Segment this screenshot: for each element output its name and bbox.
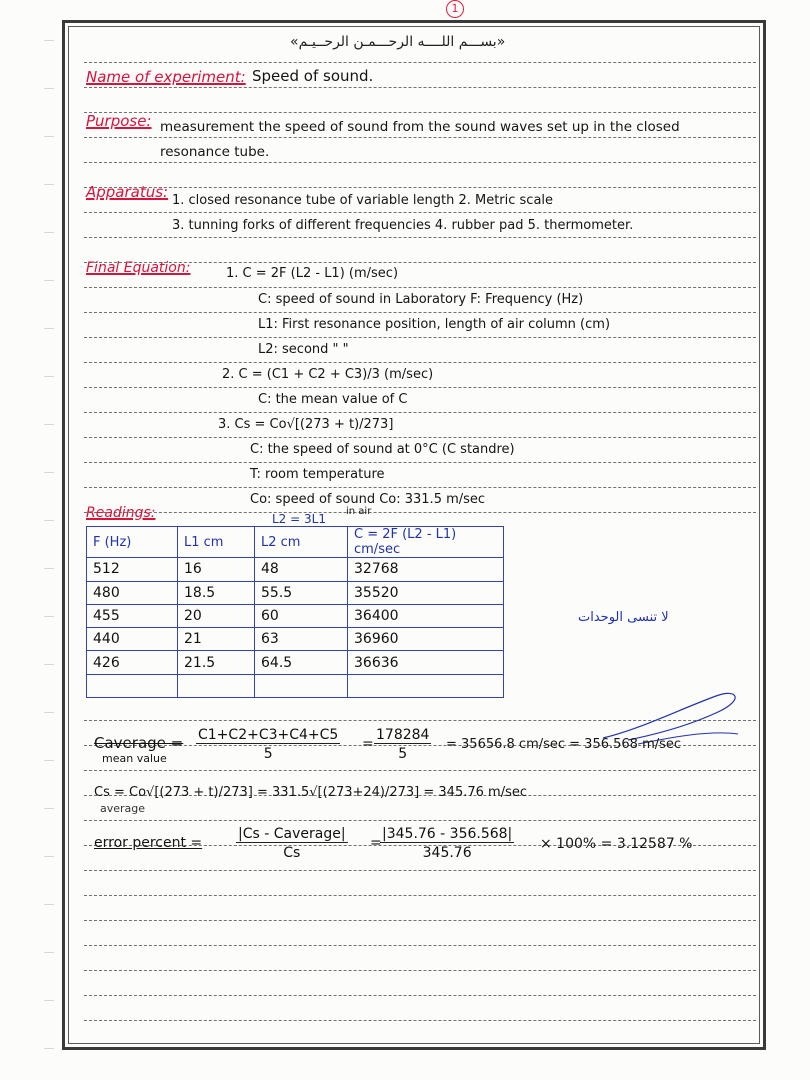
cell-frequency: 426 <box>87 651 178 674</box>
table-row <box>87 628 504 651</box>
cell-speed: 32768 <box>348 558 504 581</box>
equation-3-t-def: T: room temperature <box>250 467 385 482</box>
cell-speed: 36636 <box>348 651 504 674</box>
cell-l1: 16 <box>178 558 255 581</box>
cs-formula-line: Cs = Co√[(273 + t)/273] = 331.5√[(273+24)/273] = 345.76 m/sec <box>94 785 527 800</box>
equation-1-l1-def: L1: First resonance position, length of air column (cm) <box>258 317 611 332</box>
table-row <box>87 651 504 674</box>
error-result: × 100% = 3.12587 % <box>540 836 693 852</box>
experiment-label: Name of experiment: <box>86 68 246 86</box>
experiment-value: Speed of sound. <box>252 67 374 85</box>
c-average-fraction <box>196 727 340 762</box>
cell-l1 <box>178 674 255 697</box>
header-l2: L2 cm <box>255 527 348 558</box>
table-row <box>87 604 504 627</box>
header-frequency: F (Hz) <box>87 527 178 558</box>
equation-3-c-def: C: the speed of sound at 0°C (C standre) <box>250 442 515 457</box>
cell-l1: 20 <box>178 604 255 627</box>
equals-sign: = <box>362 736 374 752</box>
error-numeric-denominator: 345.76 <box>422 845 472 861</box>
cell-l2: 63 <box>255 628 348 651</box>
table-row <box>87 581 504 604</box>
error-numeric-numerator: |345.76 - 356.568| <box>382 826 513 842</box>
error-numerator: |Cs - Caverage| <box>238 826 346 842</box>
c-average-label: Caverage = <box>94 734 184 752</box>
cell-l2: 48 <box>255 558 348 581</box>
purpose-line-1: measurement the speed of sound from the sound waves set up in the closed <box>160 119 680 135</box>
equation-2-def: C: the mean value of C <box>258 392 408 407</box>
equation-3: 3. Cs = Co√[(273 + t)/273] <box>218 417 394 432</box>
cell-frequency: 440 <box>87 628 178 651</box>
header-l1: L1 cm <box>178 527 255 558</box>
cell-speed: 36960 <box>348 628 504 651</box>
in-air-note: in air <box>346 506 372 517</box>
table-header-row <box>87 527 504 558</box>
page-number: 1 <box>446 0 464 18</box>
sum-numerator: 178284 <box>376 727 430 743</box>
apparatus-line-2: 3. tunning forks of different frequencies 4. rubber pad 5. thermometer. <box>172 218 634 233</box>
bismillah-heading: «بســـم اللــــه الرحـــمـن الرحــيـم» <box>290 34 506 50</box>
cell-frequency: 455 <box>87 604 178 627</box>
equation-1-c-def: C: speed of sound in Laboratory F: Frequency (Hz) <box>258 292 584 307</box>
apparatus-line-1: 1. closed resonance tube of variable length 2. Metric scale <box>172 193 554 208</box>
cs-average-note: average <box>100 802 146 815</box>
cell-l2: 60 <box>255 604 348 627</box>
mean-value-note: mean value <box>102 752 167 765</box>
sum-denominator: 5 <box>398 746 408 762</box>
equation-1-l2-def: L2: second " " <box>258 342 349 357</box>
cell-l1: 18.5 <box>178 581 255 604</box>
error-fraction-numeric <box>380 826 514 861</box>
readings-label: Readings: <box>86 505 156 521</box>
error-denominator: Cs <box>283 845 301 861</box>
final-equation-label: Final Equation: <box>86 260 191 276</box>
cell-frequency <box>87 674 178 697</box>
purpose-line-2: resonance tube. <box>160 144 270 160</box>
equals-sign-2: = <box>370 835 382 851</box>
header-speed: C = 2F (L2 - L1) cm/sec <box>348 527 504 558</box>
readings-table <box>86 526 504 698</box>
error-fraction-symbolic <box>236 826 348 861</box>
cell-l1: 21.5 <box>178 651 255 674</box>
margin-ticks <box>44 40 54 1050</box>
cell-l2: 55.5 <box>255 581 348 604</box>
sum-fraction <box>374 727 431 762</box>
table-row-empty <box>87 674 504 697</box>
c-average-denominator: 5 <box>263 746 273 762</box>
c-average-numerator: C1+C2+C3+C4+C5 <box>198 727 339 743</box>
purpose-label: Purpose: <box>86 112 152 130</box>
apparatus-label: Apparatus: <box>86 183 169 201</box>
cell-frequency: 512 <box>87 558 178 581</box>
l2-note: L2 = 3L1 <box>272 512 326 526</box>
cell-speed: 35520 <box>348 581 504 604</box>
c-average-result: = 35656.8 cm/sec = 356.568 m/sec <box>446 737 682 752</box>
equation-3-co-def: Co: speed of sound Co: 331.5 m/sec <box>250 492 486 507</box>
equation-1: 1. C = 2F (L2 - L1) (m/sec) <box>226 266 399 281</box>
cell-frequency: 480 <box>87 581 178 604</box>
cell-l1: 21 <box>178 628 255 651</box>
error-percent-label: error percent = <box>94 835 203 851</box>
table-row <box>87 558 504 581</box>
cell-speed: 36400 <box>348 604 504 627</box>
cell-speed <box>348 674 504 697</box>
cell-l2 <box>255 674 348 697</box>
cell-l2: 64.5 <box>255 651 348 674</box>
equation-2: 2. C = (C1 + C2 + C3)/3 (m/sec) <box>222 367 434 382</box>
arabic-note: لا تنسى الوحدات <box>578 610 669 625</box>
